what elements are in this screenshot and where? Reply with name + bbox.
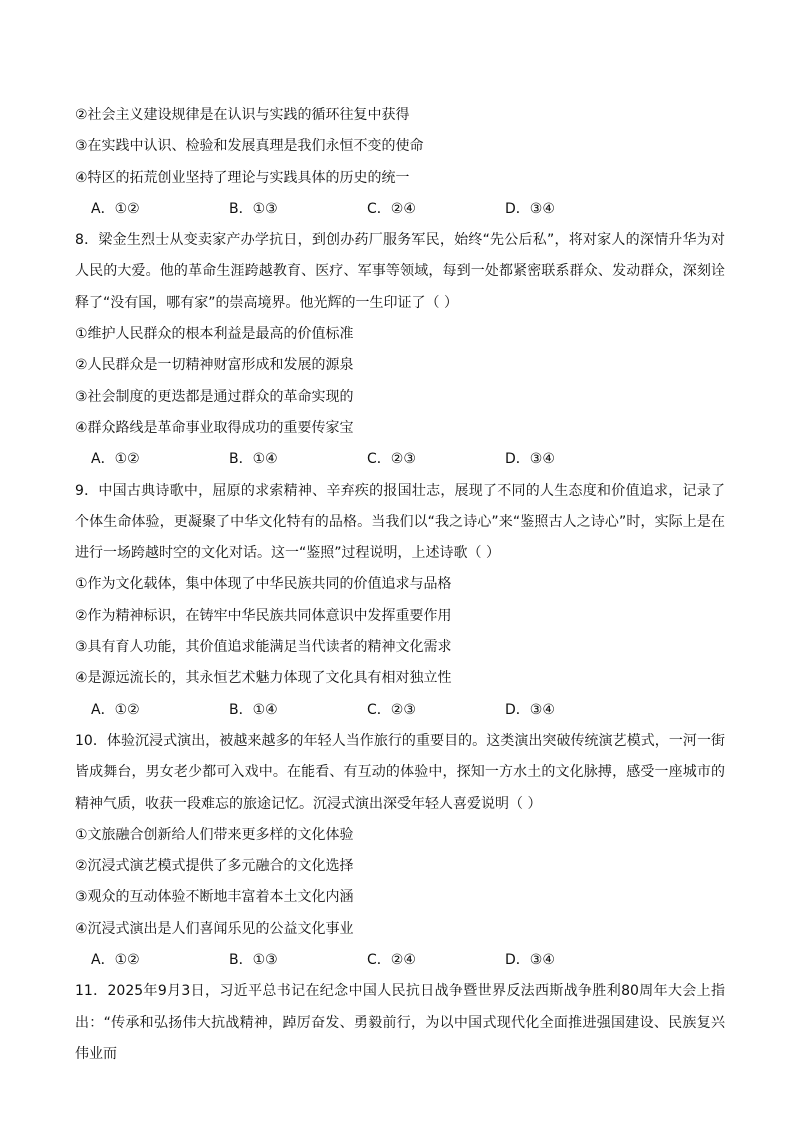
- q7-choice-a: A．①②: [91, 200, 140, 217]
- q10-choice-d: D．③④: [505, 952, 555, 969]
- q7-option-2: ②社会主义建设规律是在认识与实践的循环往复中获得: [75, 107, 410, 123]
- q8-option-4: ④群众路线是革命事业取得成功的重要传家宝: [75, 419, 354, 436]
- q9-choice-d: D．③④: [505, 701, 555, 718]
- q8-choice-a: A．①②: [91, 451, 140, 468]
- q9-choice-a: A．①②: [91, 701, 140, 718]
- q9-option-1: ①作为文化载体，集中体现了中华民族共同的价值追求与品格: [75, 576, 452, 593]
- q7-option-4: ④特区的拓荒创业坚持了理论与实践具体的历史的统一: [75, 169, 410, 186]
- q7-choice-d: D．③④: [505, 200, 555, 217]
- q7-choice-c: C．②④: [367, 200, 416, 217]
- q10-option-4: ④沉浸式演出是人们喜闻乐见的公益文化事业: [75, 920, 354, 937]
- q9-choice-b: B．①④: [229, 701, 278, 718]
- q8-option-1: ①维护人民群众的根本利益是最高的价值标准: [75, 326, 354, 343]
- page-content: [75, 100, 725, 1070]
- q9-stem: 9．中国古典诗歌中，屈原的求索精神、辛弃疾的报国壮志，展现了不同的人生态度和价值追求，记录了个体生命体验，更凝聚了中华文化特有的品格。当我们以“我之诗心”来“鉴照古人之诗心”时，实际上是在进行一场跨越时空的文化对话。这一“鉴照”过程说明，上述诗歌（ ）: [75, 482, 725, 562]
- q8-choices: [75, 444, 725, 475]
- q9-choice-c: C．②③: [367, 701, 416, 718]
- q8-choice-c: C．②③: [367, 451, 416, 468]
- q9-option-3: ③具有育人功能，其价值追求能满足当代读者的精神文化需求: [75, 639, 452, 656]
- q7-choice-b: B．①③: [229, 200, 278, 217]
- q10-choice-c: C．②④: [367, 952, 416, 969]
- q10-option-1: ①文旅融合创新给人们带来更多样的文化体验: [75, 826, 354, 843]
- q10-choice-b: B．①③: [229, 952, 278, 969]
- q7-choices: [75, 194, 725, 225]
- q10-choice-a: A．①②: [91, 952, 140, 969]
- q9-choices: [75, 695, 725, 726]
- q8-stem: 8．梁金生烈士从变卖家产办学抗日，到创办药厂服务军民，始终“先公后私”，将对家人的深情升华为对人民的大爱。他的革命生涯跨越教育、医疗、军事等领域，每到一处都紧密联系群众、发动群众，深刻诠释了“没有国，哪有家”的崇高境界。他光辉的一生印证了（ ）: [75, 232, 725, 311]
- q10-option-2: ②沉浸式演艺模式提供了多元融合的文化选择: [75, 858, 354, 875]
- q10-stem: 10．体验沉浸式演出，被越来越多的年轻人当作旅行的重要目的。这类演出突破传统演艺模式，一河一街皆成舞台，男女老少都可入戏中。在能看、有互动的体验中，探知一方水土的文化脉搏，感受一座城市的精神气质，收获一段难忘的旅途记忆。沉浸式演出深受年轻人喜爱说明（ ）: [75, 732, 725, 812]
- q11-stem: 11．2025年9月3日，习近平总书记在纪念中国人民抗日战争暨世界反法西斯战争胜利80周年大会上指出：“传承和弘扬伟大抗战精神，踔厉奋发、勇毅前行，为以中国式现代化全面推进强国建设、民族复兴伟业而: [75, 983, 725, 1062]
- q8-option-2: ②人民群众是一切精神财富形成和发展的源泉: [75, 357, 354, 374]
- q8-choice-d: D．③④: [505, 451, 555, 468]
- q8-choice-b: B．①④: [229, 451, 278, 468]
- q9-option-2: ②作为精神标识，在铸牢中华民族共同体意识中发挥重要作用: [75, 607, 452, 624]
- q10-choices: [75, 945, 725, 976]
- q8-option-3: ③社会制度的更迭都是通过群众的革命实现的: [75, 388, 354, 405]
- q7-option-3: ③在实践中认识、检验和发展真理是我们永恒不变的使命: [75, 138, 424, 155]
- q9-option-4: ④是源远流长的，其永恒艺术魅力体现了文化具有相对独立性: [75, 670, 452, 687]
- q10-option-3: ③观众的互动体验不断地丰富着本土文化内涵: [75, 889, 354, 906]
